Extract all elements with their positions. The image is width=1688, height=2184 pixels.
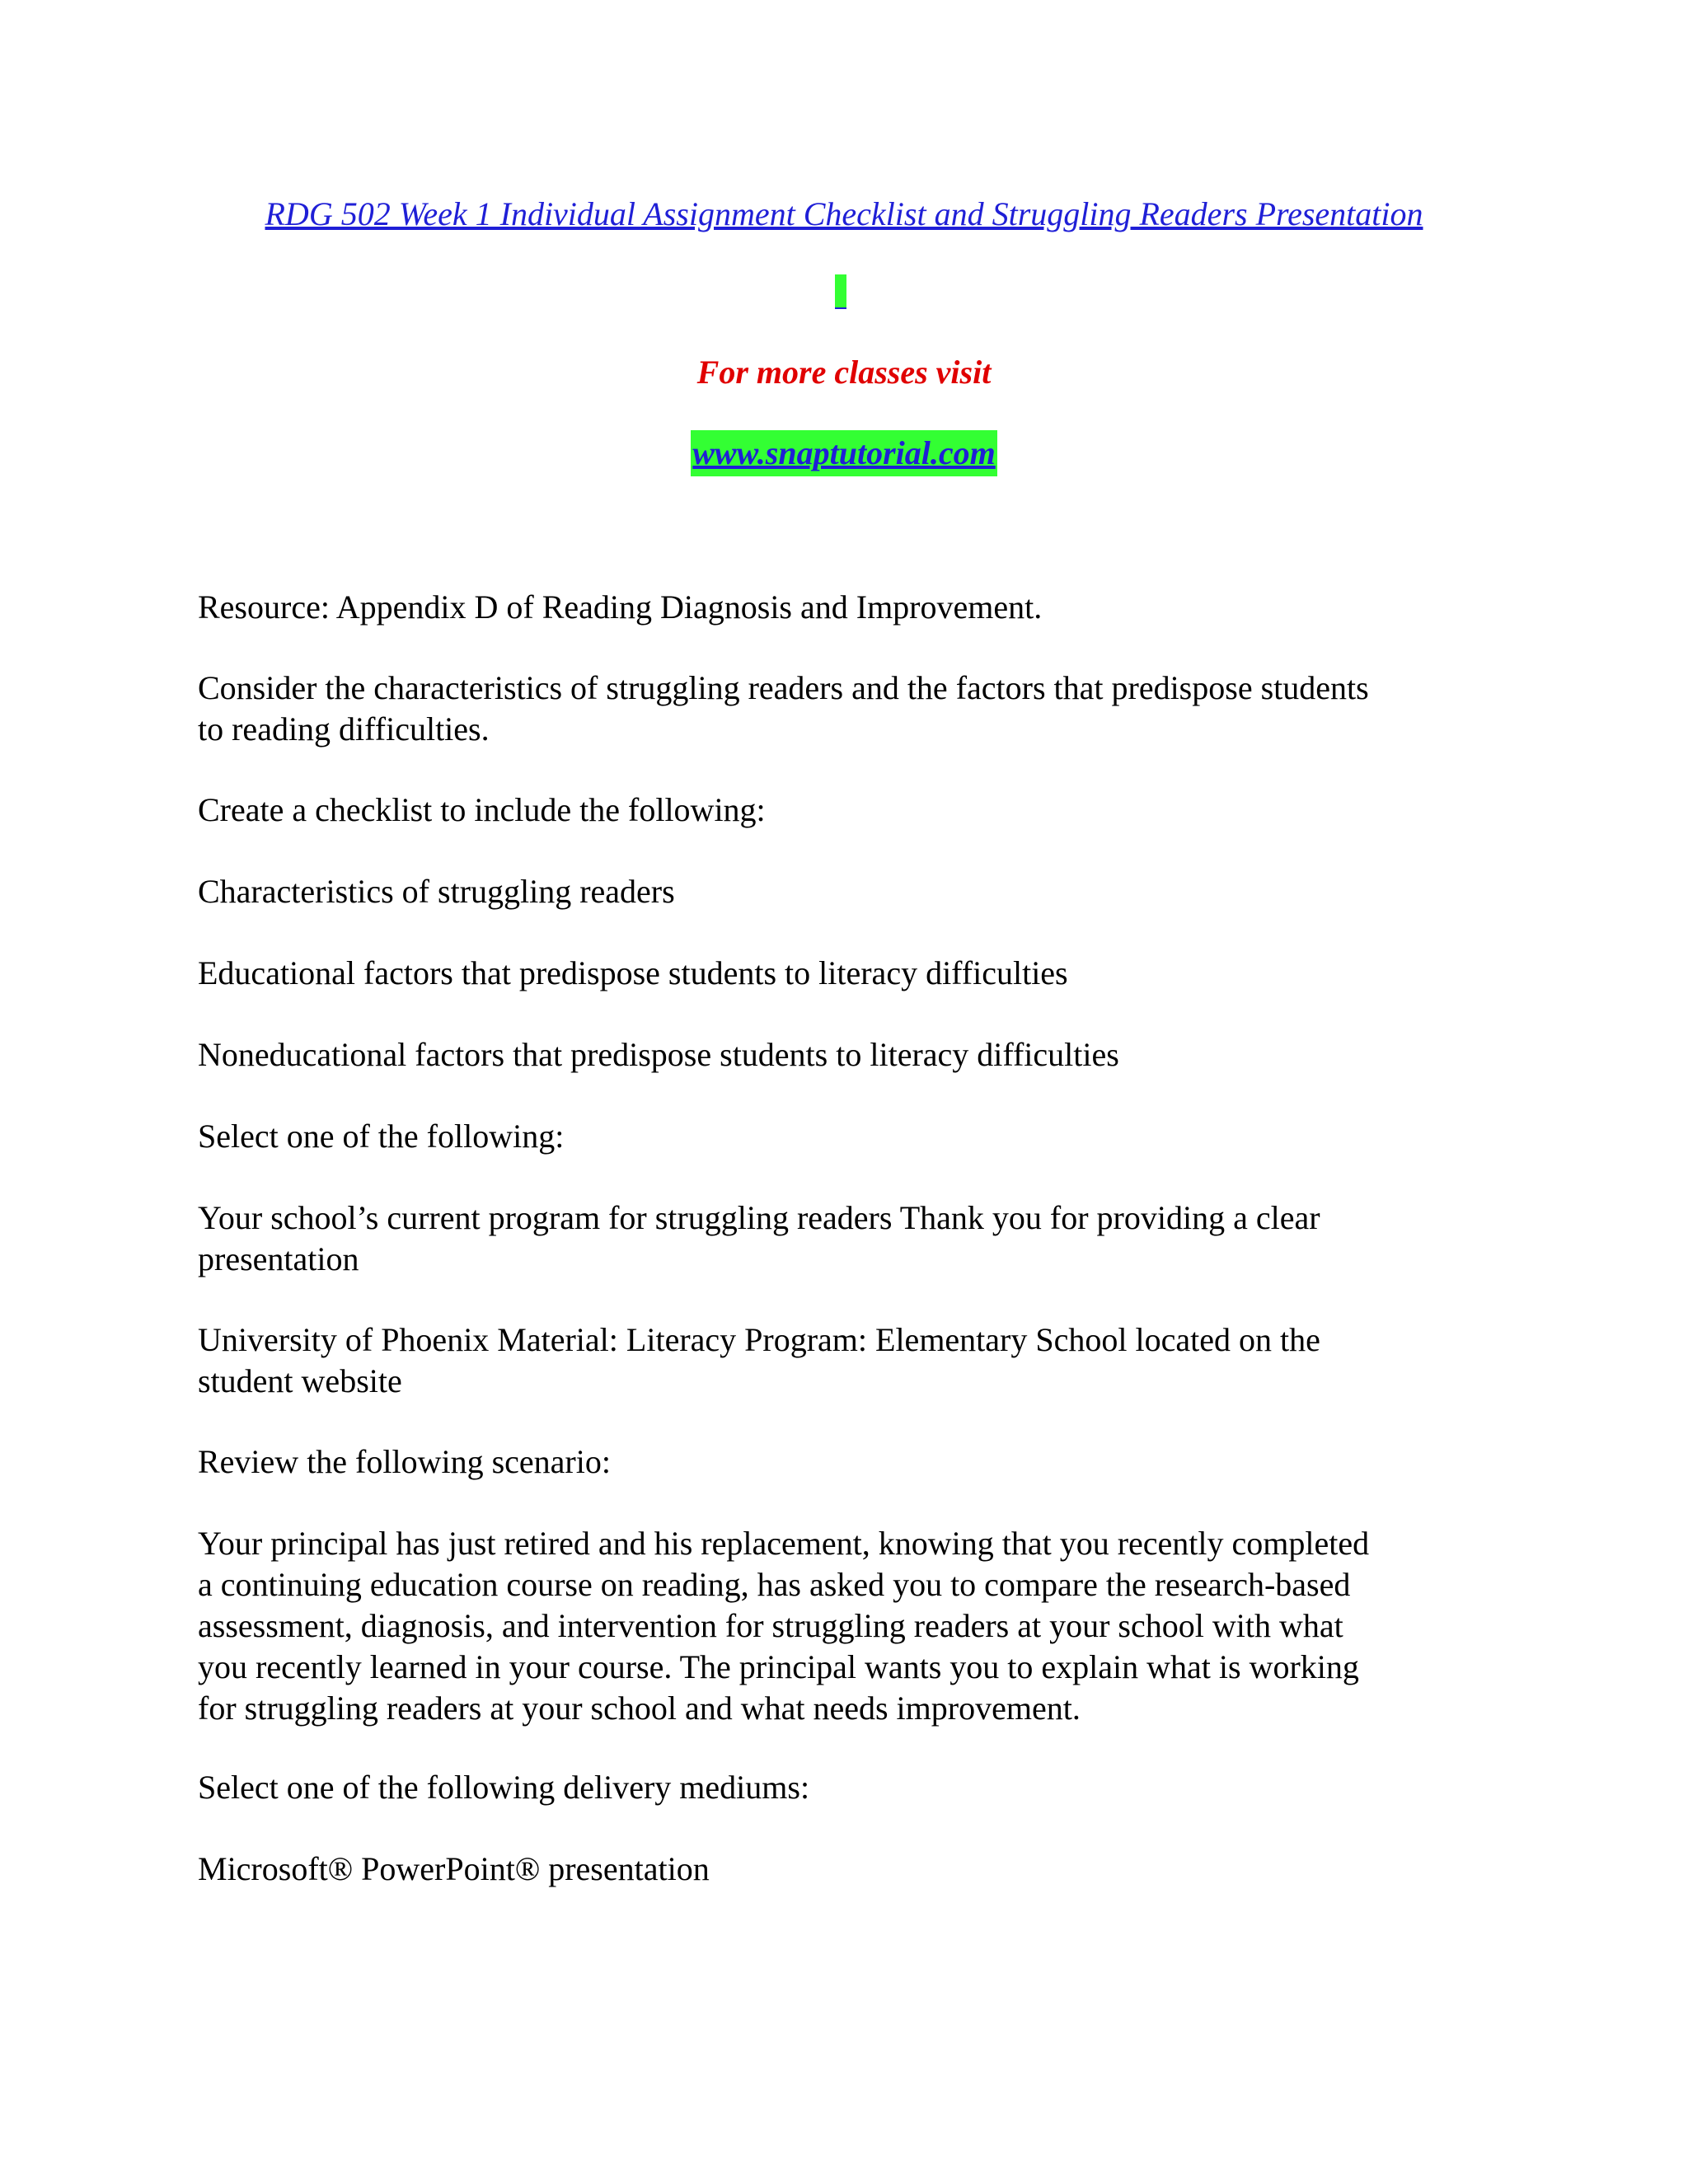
scenario-line-4: you recently learned in your course. The principal wants you to explain what is working — [198, 1648, 1359, 1685]
scenario-line-3: assessment, diagnosis, and intervention for struggling readers at your school with what — [198, 1607, 1343, 1644]
consider-line-2: to reading difficulties. — [198, 710, 490, 748]
option-uop-material-line-1: University of Phoenix Material: Literacy Program: Elementary School located on the — [198, 1321, 1320, 1358]
promo-link[interactable]: www.snaptutorial.com — [691, 430, 997, 476]
option-uop-material — [198, 1319, 1484, 1402]
title-link[interactable]: RDG 502 Week 1 Individual Assignment Checklist and Struggling Readers Presentation — [265, 195, 1423, 232]
consider-paragraph — [198, 668, 1484, 750]
option-school-program-line-1: Your school’s current program for struggling readers Thank you for providing a clear — [198, 1199, 1320, 1236]
scenario-line-1: Your principal has just retired and his replacement, knowing that you recently completed — [198, 1525, 1370, 1562]
consider-line-1: Consider the characteristics of struggling readers and the factors that predispose students — [198, 669, 1369, 706]
checklist-item-educational: Educational factors that predispose students to literacy difficulties — [198, 954, 1068, 991]
scenario-line-2: a continuing education course on reading, has asked you to compare the research-based — [198, 1566, 1351, 1603]
option-school-program — [198, 1197, 1484, 1280]
delivery-option-powerpoint: Microsoft® PowerPoint® presentation — [198, 1850, 710, 1887]
option-uop-material-line-2: student website — [198, 1362, 402, 1399]
checklist-item-noneducational: Noneducational factors that predispose students to literacy difficulties — [198, 1036, 1119, 1073]
scenario-heading: Review the following scenario: — [198, 1443, 611, 1480]
promo-link-container — [0, 430, 1688, 476]
select-one-heading: Select one of the following: — [198, 1118, 565, 1155]
checklist-item-characteristics: Characteristics of struggling readers — [198, 873, 675, 910]
option-school-program-line-2: presentation — [198, 1240, 359, 1277]
delivery-heading: Select one of the following delivery mediums: — [198, 1769, 810, 1806]
resource-paragraph: Resource: Appendix D of Reading Diagnosis and Improvement. — [198, 588, 1043, 626]
promo-text: For more classes visit — [696, 354, 992, 391]
scenario-paragraph — [198, 1523, 1484, 1729]
checklist-intro: Create a checklist to include the following: — [198, 791, 766, 828]
scenario-line-5: for struggling readers at your school and what needs improvement. — [198, 1690, 1081, 1727]
highlight-marker — [835, 274, 846, 309]
